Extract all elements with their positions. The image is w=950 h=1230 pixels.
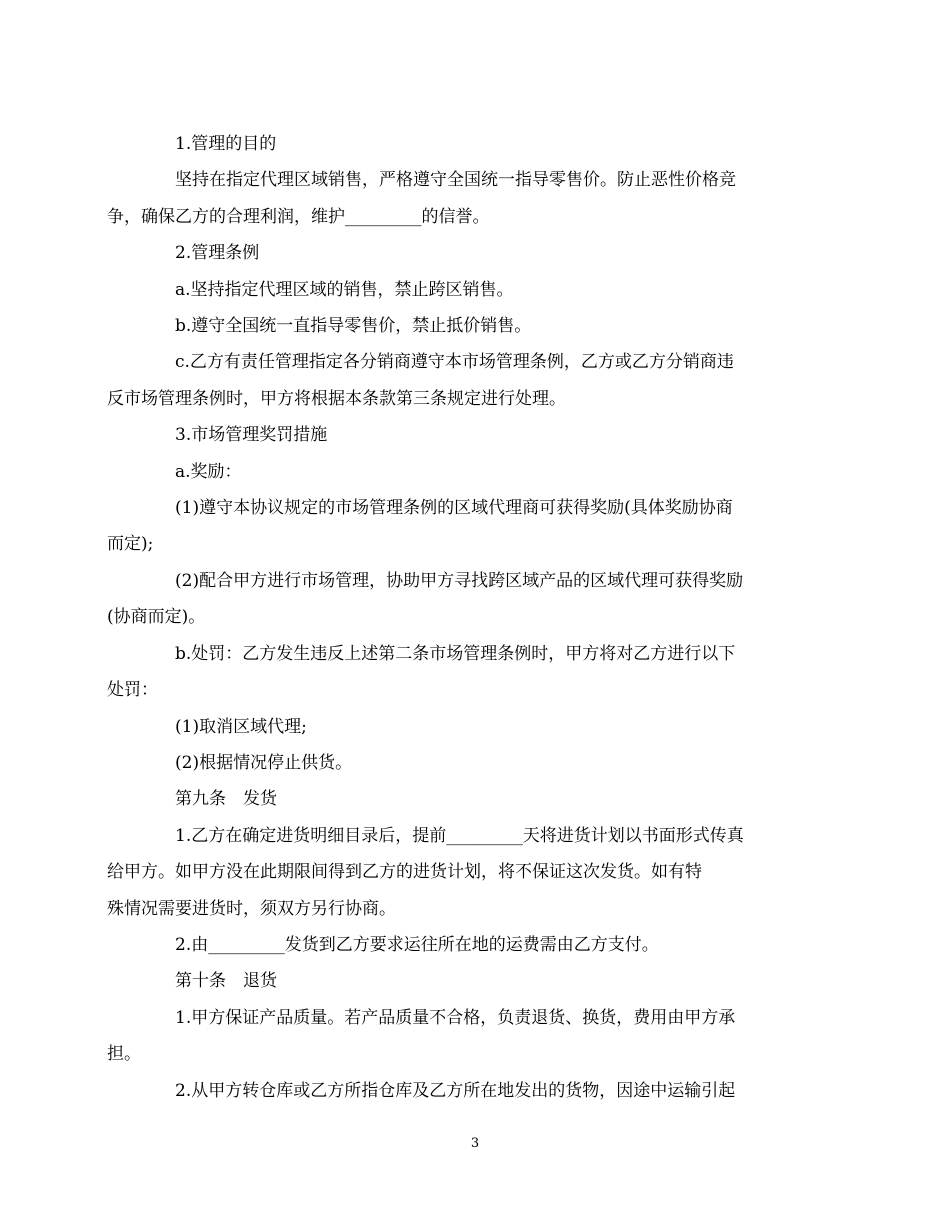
- paragraph-line: 1.管理的目的: [175, 134, 277, 154]
- paragraph: [107, 490, 809, 563]
- paragraph: [141, 235, 809, 271]
- paragraph: [141, 1073, 809, 1109]
- paragraph: [107, 162, 809, 235]
- paragraph-line: 而定);: [107, 534, 154, 555]
- paragraph-line: c.乙方有责任管理指定各分销商遵守本市场管理条例，乙方或乙方分销商违: [175, 352, 734, 373]
- paragraph-line: a.坚持指定代理区域的销售，禁止跨区销售。: [175, 279, 514, 300]
- paragraph: [141, 272, 809, 308]
- paragraph: [141, 963, 809, 999]
- paragraph-line: 处罚：: [107, 680, 158, 701]
- paragraph: [107, 818, 809, 927]
- paragraph-line: 担。: [107, 1044, 141, 1065]
- paragraph: [107, 563, 809, 636]
- paragraph-line: 殊情况需要进货时，须双方另行协商。: [107, 898, 396, 919]
- document-body: [107, 126, 809, 1109]
- paragraph-line: (1)遵守本协议规定的市场管理条例的区域代理商可获得奖励(具体奖励协商: [175, 498, 733, 519]
- page-number: 3: [470, 1136, 480, 1151]
- paragraph: [141, 781, 809, 817]
- paragraph-line: 2.从甲方转仓库或乙方所指仓库及乙方所在地发出的货物，因途中运输引起: [175, 1080, 736, 1101]
- paragraph: [141, 709, 809, 745]
- paragraph-line: 争，确保乙方的合理利润，维护_________的信誉。: [107, 206, 490, 227]
- paragraph: [107, 636, 809, 709]
- paragraph-line: 第十条 退货: [175, 971, 277, 992]
- paragraph-line: (2)根据情况停止供货。: [175, 752, 353, 773]
- paragraph-line: 2.由_________发货到乙方要求运往所在地的运费需由乙方支付。: [175, 934, 659, 955]
- paragraph-line: 第九条 发货: [175, 789, 277, 810]
- paragraph: [141, 454, 809, 490]
- paragraph-line: 1.甲方保证产品质量。若产品质量不合格，负责退货、换货，费用由甲方承: [175, 1007, 736, 1028]
- paragraph: [141, 745, 809, 781]
- paragraph: [141, 126, 809, 162]
- paragraph: [141, 308, 809, 344]
- paragraph: [107, 344, 809, 417]
- paragraph: [141, 417, 809, 453]
- paragraph-line: (1)取消区域代理;: [175, 716, 307, 737]
- paragraph-line: b.遵守全国统一直指导零售价，禁止抵价销售。: [175, 316, 532, 337]
- paragraph: [141, 927, 809, 963]
- paragraph-line: 2.管理条例: [175, 243, 260, 264]
- paragraph-line: a.奖励：: [175, 461, 242, 482]
- paragraph-line: 反市场管理条例时，甲方将根据本条款第三条规定进行处理。: [107, 388, 566, 409]
- paragraph-line: 1.乙方在确定进货明细目录后，提前_________天将进货计划以书面形式传真: [175, 825, 744, 846]
- paragraph-line: b.处罚：乙方发生违反上述第二条市场管理条例时，甲方将对乙方进行以下: [175, 643, 736, 664]
- paragraph-line: (2)配合甲方进行市场管理，协助甲方寻找跨区域产品的区域代理可获得奖励: [175, 570, 744, 591]
- paragraph-line: 坚持在指定代理区域销售，严格遵守全国统一指导零售价。防止恶性价格竞: [175, 170, 736, 191]
- paragraph-line: (协商而定)。: [107, 607, 206, 628]
- paragraph-line: 3.市场管理奖罚措施: [175, 425, 328, 446]
- paragraph: [107, 1000, 809, 1073]
- paragraph-line: 给甲方。如甲方没在此期限间得到乙方的进货计划，将不保证这次发货。如有特: [107, 862, 702, 883]
